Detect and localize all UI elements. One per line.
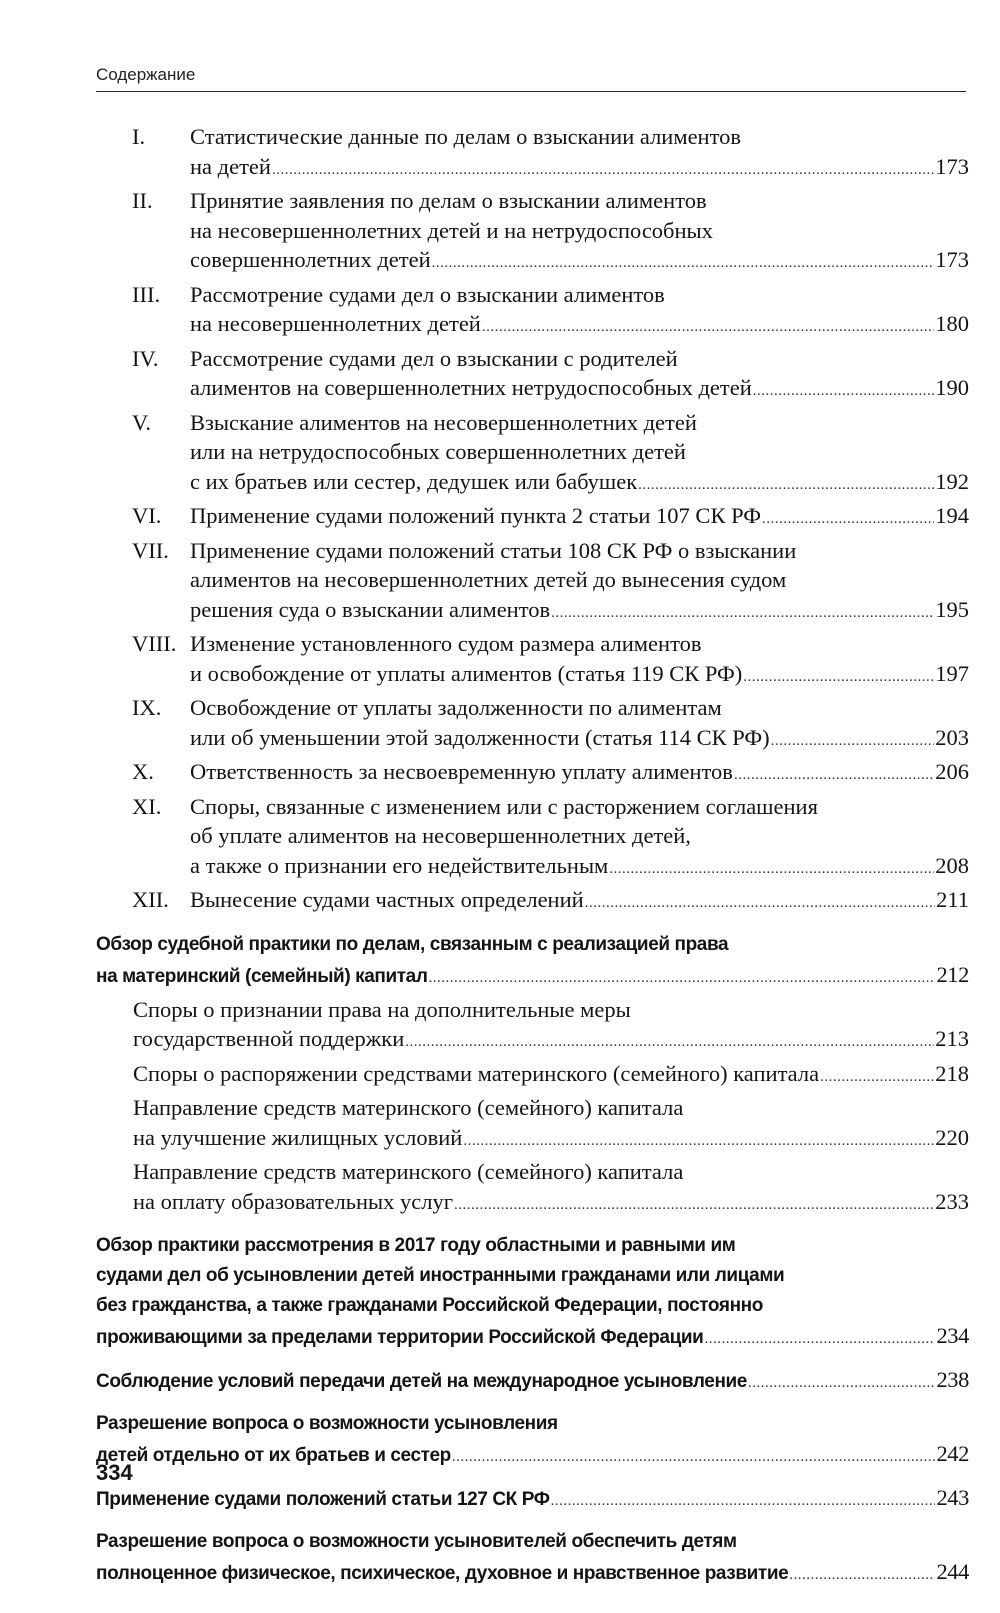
entry-title-line: Споры о признании права на дополнительные меры [133,996,631,1022]
toc-entry [96,122,969,185]
dot-leader [405,1028,934,1058]
dot-leader [771,727,935,757]
dot-leader [734,761,934,791]
page-ref: 206 [935,759,969,784]
toc-entry [96,344,969,407]
table-of-contents [96,122,969,1592]
toc-section [96,930,969,993]
page-ref: 197 [935,660,969,686]
dot-leader [432,249,935,279]
toc-link[interactable] [190,659,969,693]
page-ref: 203 [935,724,969,750]
page-ref: 180 [935,311,969,336]
entry-title-line: и освобождение от уплаты алиментов (статья 119 СК РФ) [190,660,743,686]
page-number: 334 [96,1460,133,1485]
page-ref: 192 [935,468,969,494]
entry-title-line: на несовершеннолетних детей [190,311,481,336]
entry-number: XII. [132,887,169,912]
dot-leader [748,1368,935,1398]
dot-leader [551,1486,936,1516]
entry-number: X. [132,759,154,784]
entry-title-line: на несовершеннолетних детей и на нетрудоспособных [190,217,713,243]
entry-number: V. [132,409,151,435]
toc-entry [96,408,969,501]
toc-entry [96,536,969,629]
entry-number: III. [132,281,161,307]
section-title-line: проживающими за пределами территории Российской Федерации [96,1327,704,1348]
dot-leader [452,1442,936,1472]
entry-title-line: Статистические данные по делам о взыскании алиментов [190,124,742,149]
page-ref: 243 [936,1485,969,1510]
page-ref: 242 [936,1441,969,1466]
section-title-line: Применение судами положений статьи 127 СК РФ [96,1489,550,1510]
toc-section [96,1527,969,1590]
entry-number: I. [132,124,146,149]
entry-title-line: Применение судами положений статьи 108 СК РФ о взыскании [190,537,797,563]
page-ref: 218 [935,1060,969,1086]
page-ref: 173 [935,153,969,179]
entry-number: VI. [132,503,162,528]
page-ref: 190 [935,375,969,400]
page-ref: 194 [935,503,969,528]
page-ref: 233 [935,1188,969,1214]
page-ref: 234 [936,1323,969,1348]
entry-number: II. [132,188,153,213]
section-title-line: Соблюдение условий передачи детей на международное усыновление [96,1371,747,1392]
entry-title-line: об уплате алиментов на несовершеннолетних детей, [190,823,691,848]
entry-title-line: решения суда о взыскании алиментов [190,596,551,622]
toc-section [96,1483,969,1516]
entry-title-line: алиментов на несовершеннолетних детей до вынесения судом [190,567,787,592]
toc-link[interactable] [133,1123,969,1157]
toc-entry [96,629,969,692]
toc-link[interactable] [190,245,969,279]
dot-leader [585,889,935,919]
toc-section [96,1365,969,1398]
toc-entry [96,885,969,919]
section-title-line: судами дел об усыновлении детей иностранными гражданами или лицами [96,1265,785,1286]
toc-link[interactable] [190,152,969,186]
entry-title-line: Направление средств материнского (семейного) капитала [133,1159,684,1184]
section-title-line: Разрешение вопроса о возможности усыновления [96,1413,558,1434]
toc-entry [96,792,969,885]
section-title-line: без гражданства, а также гражданами Российской Федерации, постоянно [96,1295,763,1316]
dot-leader [482,313,934,343]
dot-leader [429,963,936,993]
toc-link[interactable] [96,1483,969,1516]
entry-number: VII. [132,537,169,563]
dot-leader [743,663,934,693]
toc-link[interactable] [190,501,969,535]
entry-title-line: с их братьев или сестер, дедушек или бабушек [190,468,638,494]
running-header [96,65,966,92]
toc-entry [96,186,969,279]
dot-leader [704,1324,935,1354]
section-title-line: Обзор судебной практики по делам, связанным с реализацией права [96,933,729,955]
toc-link[interactable] [96,1439,969,1472]
dot-leader [551,599,934,629]
toc-link[interactable] [133,1187,969,1221]
toc-entry [96,1059,969,1093]
entry-title-line: на детей [190,153,271,179]
entry-title-line: Споры о распоряжении средствами материнского (семейного) капитала [133,1060,820,1086]
entry-title-line: Ответственность за несвоевременную уплату алиментов [190,759,733,784]
dot-leader [609,855,934,885]
entry-title-line: Взыскание алиментов на несовершеннолетних детей [190,409,697,435]
page-ref: 212 [936,961,969,987]
entry-title-line: Изменение установленного судом размера алиментов [190,631,702,656]
toc-link[interactable] [190,595,969,629]
page-ref: 213 [935,1026,969,1051]
dot-leader [762,505,934,535]
toc-link[interactable] [190,885,969,919]
toc-link[interactable] [96,1365,969,1398]
dot-leader [820,1063,934,1093]
page-ref: 238 [936,1367,969,1392]
toc-link[interactable] [190,467,969,501]
toc-link[interactable] [96,1321,969,1354]
entry-title-line: Рассмотрение судами дел о взыскании с родителей [190,345,678,371]
section-title-line: Обзор практики рассмотрения в 2017 году областными и равными им [96,1235,736,1256]
toc-link[interactable] [133,1059,969,1093]
entry-number: IX. [132,695,162,720]
section-title-line: на материнский (семейный) капитал [96,965,428,987]
page-ref: 220 [935,1124,969,1150]
entry-number: IV. [132,345,159,371]
entry-title-line: Споры, связанные с изменением или с расторжением соглашения [190,793,818,819]
dot-leader [789,1560,935,1590]
page-ref: 208 [935,852,969,878]
toc-link[interactable] [190,757,969,791]
toc-link[interactable] [190,309,969,343]
section-title-line: полноценное физическое, психическое, духовное и нравственное развитие [96,1563,789,1584]
toc-entry [96,757,969,791]
page-ref: 173 [935,247,969,272]
entry-title-line: Вынесение судами частных определений [190,887,584,912]
entry-number: XI. [132,793,162,819]
dot-leader [272,156,934,186]
entry-title-line: алиментов на совершеннолетних нетрудоспособных детей [190,375,752,400]
entry-title-line: Направление средств материнского (семейного) капитала [133,1095,684,1120]
entry-title-line: Применение судами положений пункта 2 статьи 107 СК РФ [190,503,761,528]
toc-link[interactable] [190,851,969,885]
toc-entry [96,693,969,756]
toc-entry [96,501,969,535]
dot-leader [463,1127,934,1157]
toc-link[interactable] [96,1557,969,1590]
page-ref: 195 [935,596,969,622]
entry-title-line: Рассмотрение судами дел о взыскании алиментов [190,281,665,307]
dot-leader [638,471,934,501]
toc-entry [96,1157,969,1220]
entry-title-line: совершеннолетних детей [190,247,431,272]
entry-title-line: государственной поддержки [133,1026,405,1051]
running-title: Содержание [96,65,196,84]
entry-title-line: а также о признании его недействительным [190,852,609,878]
dot-leader [753,377,934,407]
entry-title-line: Освобождение от уплаты задолженности по алиментам [190,695,722,720]
entry-title-line: на оплату образовательных услуг [133,1188,453,1214]
toc-section [96,1231,969,1354]
toc-entry [96,1093,969,1156]
page-ref: 211 [936,887,969,912]
toc-link[interactable] [190,723,969,757]
dot-leader [454,1191,934,1221]
toc-section [96,1409,969,1472]
toc-link[interactable] [133,1024,969,1058]
section-title-line: Разрешение вопроса о возможности усыновителей обеспечить детям [96,1531,737,1552]
toc-entry [96,280,969,343]
page-ref: 244 [936,1559,969,1584]
section-title-line: детей отдельно от их братьев и сестер [96,1445,451,1466]
entry-title-line: или об уменьшении этой задолженности (статья 114 СК РФ) [190,724,770,750]
entry-number: VIII. [132,631,177,656]
toc-entry [96,995,969,1058]
entry-title-line: или на нетрудоспособных совершеннолетних детей [190,439,686,464]
entry-title-line: на улучшение жилищных условий [133,1124,463,1150]
entry-title-line: Принятие заявления по делам о взыскании алиментов [190,188,707,213]
toc-link[interactable] [190,373,969,407]
toc-link[interactable] [96,960,969,993]
